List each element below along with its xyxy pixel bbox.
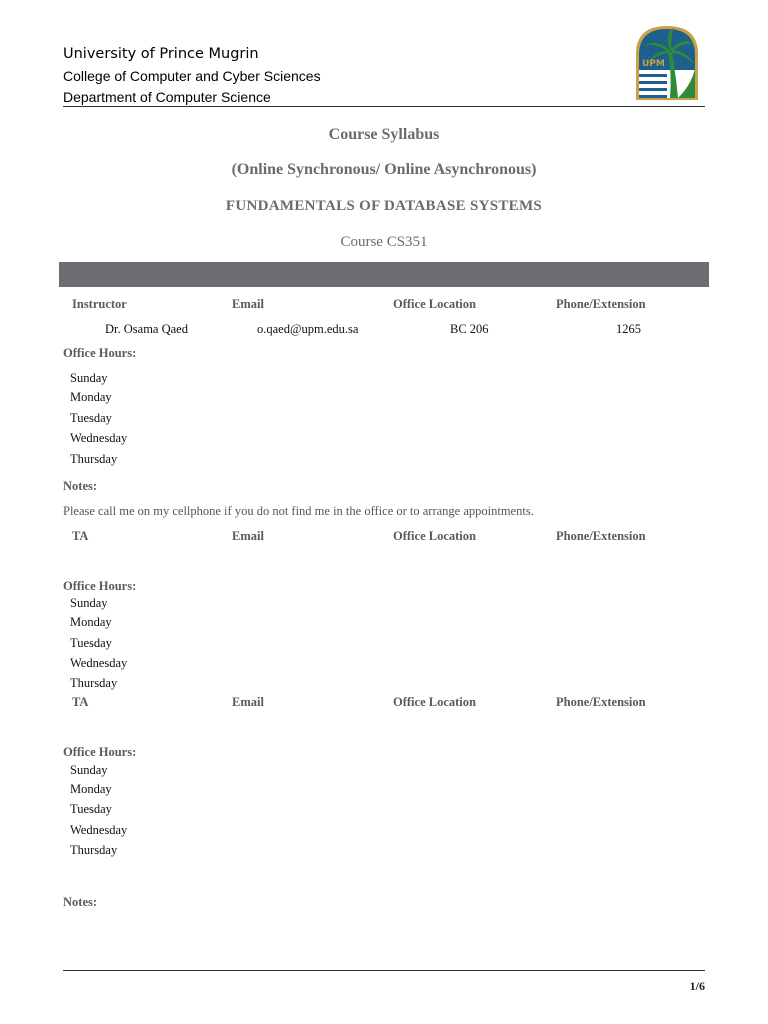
section-band	[59, 262, 709, 287]
page-number: 1/6	[689, 979, 705, 993]
ta-header: TA	[72, 695, 89, 709]
email-header: Email	[232, 695, 264, 709]
day-label: Wednesday	[70, 656, 128, 670]
ta-header: TA	[72, 529, 89, 543]
instructor-header: Instructor	[72, 297, 127, 311]
office-location-header: Office Location	[393, 297, 476, 311]
day-label: Thursday	[70, 843, 118, 857]
instructor-office: BC 206	[450, 322, 489, 336]
day-label: Sunday	[70, 371, 108, 385]
phone-extension-header: Phone/Extension	[556, 695, 646, 709]
office-hours-label: Office Hours:	[63, 745, 137, 759]
day-label: Thursday	[70, 452, 118, 466]
notes-label: Notes:	[63, 895, 98, 909]
footer-divider	[63, 970, 705, 971]
course-name: FUNDAMENTALS OF DATABASE SYSTEMS	[225, 198, 543, 214]
day-label: Monday	[70, 615, 112, 629]
office-location-header: Office Location	[393, 529, 476, 543]
email-header: Email	[232, 529, 264, 543]
day-label: Sunday	[70, 596, 108, 610]
instructor-email[interactable]: o.qaed@upm.edu.sa	[257, 322, 359, 336]
day-label: Tuesday	[70, 802, 112, 816]
logo-text: UPM	[642, 59, 665, 69]
day-label: Wednesday	[70, 823, 128, 837]
syllabus-title: Course Syllabus	[328, 126, 440, 143]
university-logo	[634, 24, 700, 102]
email-header: Email	[232, 297, 264, 311]
instructor-name: Dr. Osama Qaed	[105, 322, 188, 336]
course-code: Course CS351	[340, 234, 428, 250]
office-location-header: Office Location	[393, 695, 476, 709]
department-name: Department of Computer Science	[63, 89, 271, 105]
day-label: Sunday	[70, 763, 108, 777]
phone-extension-header: Phone/Extension	[556, 297, 646, 311]
day-label: Wednesday	[70, 431, 128, 445]
instructor-note: Please call me on my cellphone if you do not find me in the office or to arrange appointments.	[63, 504, 534, 518]
phone-extension-header: Phone/Extension	[556, 529, 646, 543]
college-name: College of Computer and Cyber Sciences	[63, 68, 321, 84]
day-label: Tuesday	[70, 636, 112, 650]
delivery-mode: (Online Synchronous/ Online Asynchronous)	[231, 161, 537, 178]
university-name: University of Prince Mugrin	[63, 46, 259, 62]
day-label: Tuesday	[70, 411, 112, 425]
office-hours-label: Office Hours:	[63, 346, 137, 360]
notes-label: Notes:	[63, 479, 98, 493]
day-label: Thursday	[70, 676, 118, 690]
header-divider	[63, 106, 705, 107]
instructor-phone: 1265	[616, 322, 641, 336]
office-hours-label: Office Hours:	[63, 579, 137, 593]
day-label: Monday	[70, 782, 112, 796]
day-label: Monday	[70, 390, 112, 404]
